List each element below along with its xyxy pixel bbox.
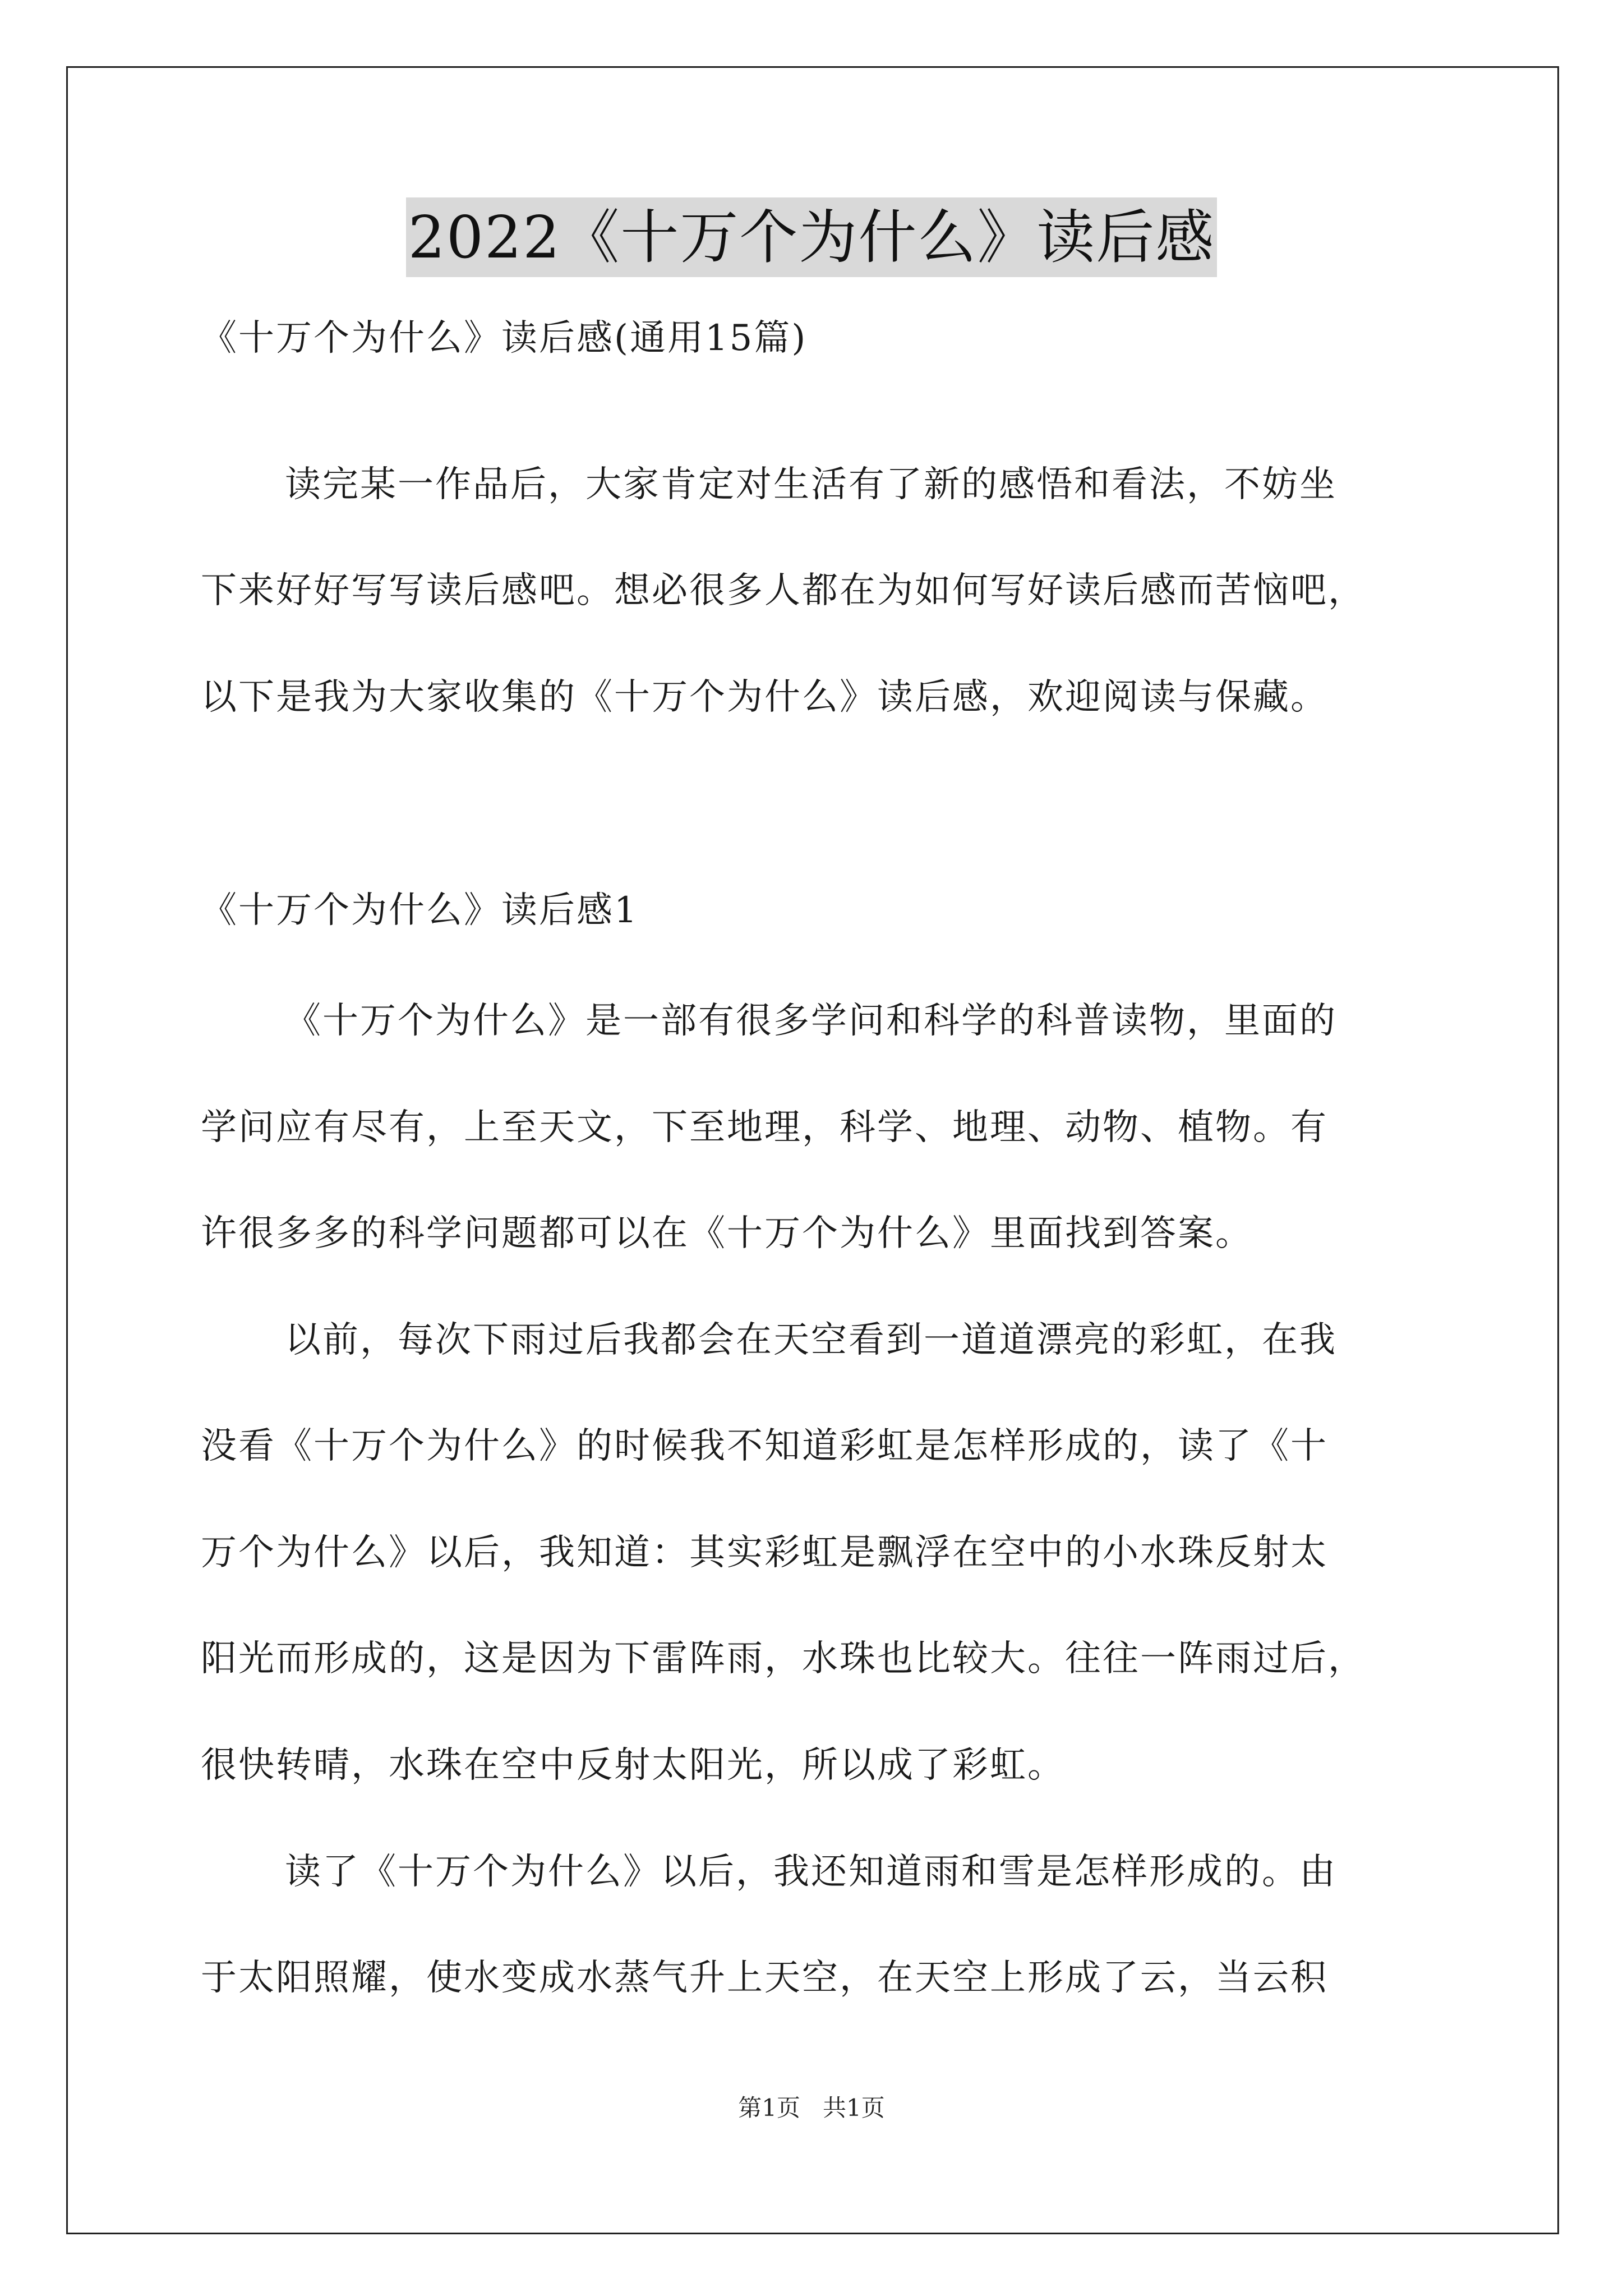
paragraph-line: 《十万个为什么》是一部有很多学问和科学的科普读物，里面的	[285, 1000, 1337, 1042]
paragraph-line: 读了《十万个为什么》以后，我还知道雨和雪是怎样形成的。由	[285, 1851, 1337, 1893]
page-border	[66, 66, 1559, 2234]
page-number-footer: 第1页 共1页	[738, 2094, 885, 2122]
section-heading: 《十万个为什么》读后感1	[201, 890, 639, 931]
paragraph-line: 阳光而形成的，这是因为下雷阵雨，水珠也比较大。往往一阵雨过后，	[201, 1638, 1366, 1680]
title-container	[0, 197, 1623, 277]
intro-line: 下来好好写写读后感吧。想必很多人都在为如何写好读后感而苦恼吧，	[201, 570, 1366, 611]
paragraph-line: 很快转晴，水珠在空中反射太阳光，所以成了彩虹。	[201, 1745, 1065, 1786]
paragraph-line: 学问应有尽有，上至天文，下至地理，科学、地理、动物、植物。有	[201, 1107, 1328, 1148]
document-title: 2022《十万个为什么》读后感	[406, 197, 1218, 277]
paragraph-line: 许很多多的科学问题都可以在《十万个为什么》里面找到答案。	[201, 1213, 1253, 1254]
intro-line: 以下是我为大家收集的《十万个为什么》读后感，欢迎阅读与保藏。	[201, 677, 1328, 718]
intro-line: 读完某一作品后，大家肯定对生活有了新的感悟和看法，不妨坐	[285, 464, 1337, 505]
paragraph-line: 以前，每次下雨过后我都会在天空看到一道道漂亮的彩虹，在我	[285, 1319, 1337, 1361]
document-subtitle: 《十万个为什么》读后感(通用15篇)	[201, 318, 808, 359]
paragraph-line: 没看《十万个为什么》的时候我不知道彩虹是怎样形成的，读了《十	[201, 1425, 1328, 1467]
paragraph-line: 万个为什么》以后，我知道：其实彩虹是飘浮在空中的小水珠反射太	[201, 1532, 1328, 1573]
paragraph-line: 于太阳照耀，使水变成水蒸气升上天空，在天空上形成了云，当云积	[201, 1957, 1328, 1999]
